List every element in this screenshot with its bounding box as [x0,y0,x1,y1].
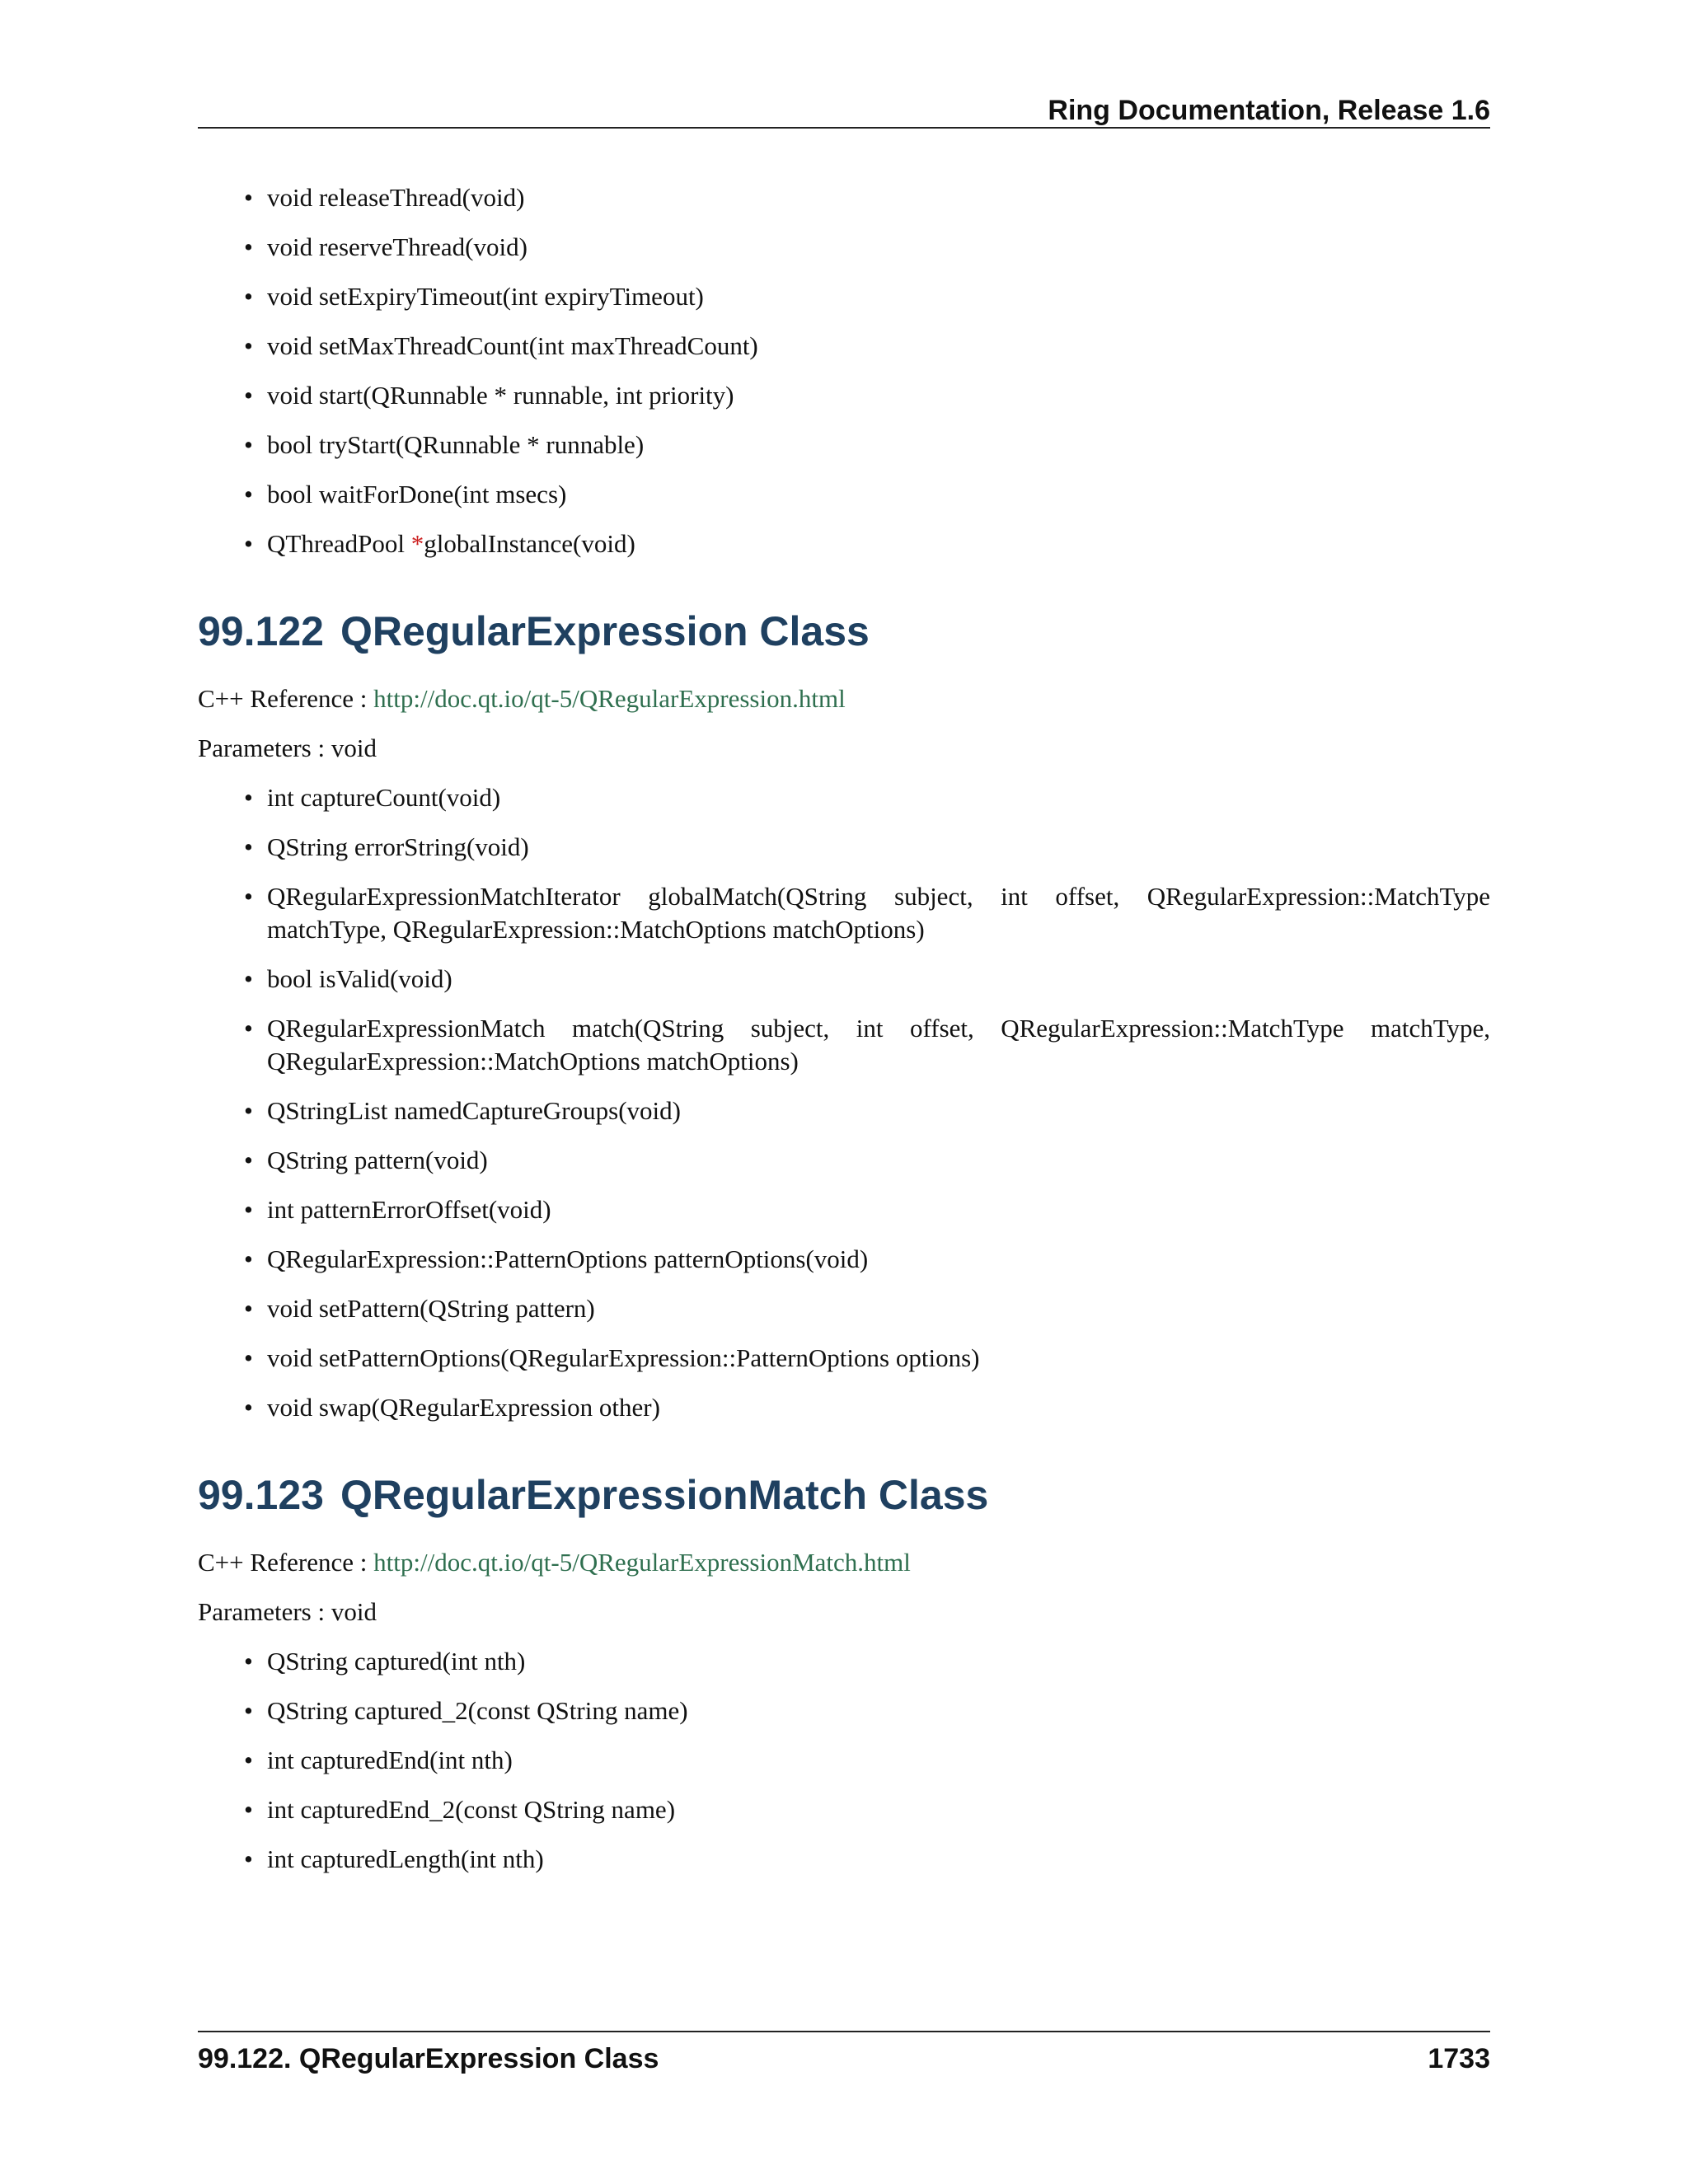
list-item: • QString captured_2(const QString name) [198,1694,1490,1727]
cpp-reference-label: C++ Reference : [198,1548,374,1577]
section-title: QRegularExpression Class [340,608,870,654]
running-footer [198,2031,1490,2077]
list-item: • bool tryStart(QRunnable * runnable) [198,429,1490,462]
method-list-qregularexpressionmatch [198,1645,1490,1876]
section-title: QRegularExpressionMatch Class [340,1472,989,1518]
cpp-reference-link[interactable]: http://doc.qt.io/qt-5/QRegularExpression.html [373,684,846,713]
list-item: • int captureCount(void) [198,781,1490,814]
section-heading-qregularexpressionmatch [198,1470,1490,1520]
list-item: • QRegularExpression::PatternOptions patternOptions(void) [198,1243,1490,1276]
list-item: • void releaseThread(void) [198,181,1490,214]
global-instance-prefix: QThreadPool [267,529,411,558]
list-item: • QRegularExpressionMatchIterator globalMatch(QString subject, int offset, QRegularExpression::MatchType matchType, QRegularExpression::MatchOptions matchOptions) [198,880,1490,946]
list-item: • QStringList namedCaptureGroups(void) [198,1094,1490,1127]
pointer-star: * [410,529,424,558]
list-item-global-instance [198,527,1490,560]
section-number: 99.123 [198,1472,324,1518]
list-item: • bool waitForDone(int msecs) [198,478,1490,511]
list-item: • int capturedEnd_2(const QString name) [198,1793,1490,1826]
page-number: 1733 [1428,2043,1490,2074]
parameters-line: Parameters : void [198,733,377,762]
page-content [198,181,1490,1892]
list-item: • void swap(QRegularExpression other) [198,1391,1490,1424]
footer-section-title: 99.122. QRegularExpression Class [198,2043,659,2074]
global-instance-suffix: globalInstance(void) [424,529,635,558]
method-list-qthreadpool [198,181,1490,560]
list-item: • QString pattern(void) [198,1144,1490,1177]
list-item: • void start(QRunnable * runnable, int priority) [198,379,1490,412]
list-item: • QString captured(int nth) [198,1645,1490,1678]
section-number: 99.122 [198,608,324,654]
list-item: • QRegularExpressionMatch match(QString subject, int offset, QRegularExpression::MatchType matchType, QRegularExpression::MatchOptions matchOptions) [198,1012,1490,1078]
list-item: • void reserveThread(void) [198,231,1490,264]
cpp-reference-line [198,1546,1490,1579]
list-item: • void setMaxThreadCount(int maxThreadCount) [198,330,1490,363]
list-item: • bool isValid(void) [198,963,1490,996]
list-item: • void setPatternOptions(QRegularExpression::PatternOptions options) [198,1342,1490,1375]
cpp-reference-link[interactable]: http://doc.qt.io/qt-5/QRegularExpressionMatch.html [373,1548,911,1577]
list-item: • int patternErrorOffset(void) [198,1193,1490,1226]
list-item: • void setPattern(QString pattern) [198,1292,1490,1325]
list-item: • int capturedLength(int nth) [198,1843,1490,1876]
section-heading-qregularexpression [198,607,1490,656]
cpp-reference-line [198,682,1490,715]
list-item: • int capturedEnd(int nth) [198,1744,1490,1777]
parameters-line: Parameters : void [198,1597,377,1626]
method-list-qregularexpression [198,781,1490,1424]
document-page [198,0,1490,2184]
running-header: Ring Documentation, Release 1.6 [198,92,1490,129]
list-item: • QString errorString(void) [198,831,1490,864]
cpp-reference-label: C++ Reference : [198,684,374,713]
list-item: • void setExpiryTimeout(int expiryTimeout) [198,280,1490,313]
